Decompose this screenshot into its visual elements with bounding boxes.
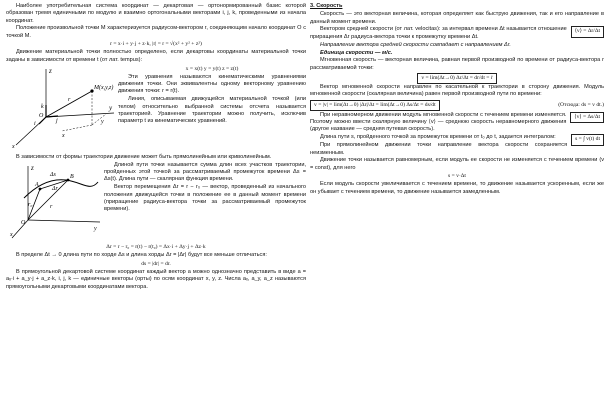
coordinate-text-block bbox=[118, 65, 306, 127]
formula-kinematic: x = x(t) y = y(t) z = z(t) bbox=[185, 65, 239, 72]
displacement-label: r bbox=[50, 203, 53, 210]
paragraph-velocity: Скорость — это векторная величина, которая определяет как быструю движения, так и его направление в данный момент времени. bbox=[310, 11, 604, 25]
coordinate-label: i bbox=[34, 120, 36, 127]
paragraph-unit: Единица скорости — м/с. bbox=[320, 49, 393, 56]
displacement-label: Δr bbox=[52, 185, 58, 192]
formula-speed-modulus: v = |v| = lim(Δt→0) |Δr|/Δt = lim(Δt→0) Δs/Δt = ds/dt bbox=[310, 100, 440, 111]
coordinate-label: k bbox=[41, 103, 44, 110]
coordinate-system-figure bbox=[6, 65, 118, 154]
paragraph-tangent: Вектор мгновенной скорости направлен по касательной к траектории в сторону движения. Модуль мгновенной скорости (скалярная величина) равен первой производной пути по времени: bbox=[310, 83, 604, 98]
section-title: 3. Скорость bbox=[310, 3, 343, 9]
coordinate-label: x bbox=[62, 132, 65, 139]
paragraph-displacement: Вектор перемещения Δr = r − r₀ — вектор, проведенный из начального положения движущейся точки в положение ее в данный момент времени (приращение радиуса-вектора точки за рассматриваемый промежуток времени). bbox=[104, 184, 306, 213]
formula-uniform: s = v·Δt bbox=[448, 172, 466, 179]
displacement-label: A bbox=[35, 181, 39, 188]
formula-ds-note: (Отсюда: ds = v dt.) bbox=[558, 101, 604, 108]
coordinate-label: x bbox=[12, 143, 15, 150]
formula-integral: s = ∫ v(t) dt bbox=[571, 134, 604, 145]
formula-radius-vector: r = x·i + y·j + z·k, |r| = r = √(x² + y² + z²) bbox=[110, 41, 202, 48]
modulus-row bbox=[310, 100, 604, 111]
left-column bbox=[6, 3, 306, 291]
paragraph-direction: Направление вектора средней скорости совпадает с направлением Δr. bbox=[320, 41, 511, 48]
coordinate-label: y bbox=[101, 118, 104, 125]
coordinate-label: j bbox=[56, 117, 58, 124]
displacement-figure bbox=[6, 162, 104, 243]
figure-displacement-row bbox=[6, 162, 306, 243]
paragraph-cartesian: В прямоугольной декартовой системе координат каждый вектор a можно однозначно представить в виде a = aₓ·i + a_y·j + a_z·k, i, j, k — единичные векторы (орты) по осям координат x, y, z. Числа aₓ, a_y, a_z называются прямоугольными декартовыми координатами вектора. bbox=[6, 268, 306, 290]
paragraph-rectilinear: При прямолинейном движении точки направление вектора скорости сохраняется неизменным. bbox=[310, 142, 568, 156]
displacement-label: z bbox=[31, 163, 34, 172]
formula-displacement: Δr = r − r₀ = r(t) − r(t₀) = Δx·i + Δy·j + Δz·k bbox=[106, 244, 206, 251]
paragraph-motion-types: В зависимости от формы траектории движение может быть прямолинейным или криволинейным. bbox=[16, 153, 272, 160]
paragraph-average-velocity: Вектором средней скорости (от лат. velocitas): за интервал времени Δt называется отношение приращения Δr радиуса-вектора точки к промежутку времени Δt. bbox=[310, 26, 567, 40]
formula-instant-velocity: v = lim(Δt→0) Δr/Δt = dr/dt = ṙ bbox=[417, 73, 496, 84]
coordinate-label: y bbox=[109, 103, 113, 112]
coordinate-label: M(x,y,z) bbox=[94, 84, 114, 91]
displacement-label: r₀ bbox=[28, 201, 33, 208]
paragraph-kinematic-equations: Эти уравнения называются кинематическими уравнениями движения точки. Они эквивалентны одному векторному уравнению движения точки: r = r(t). bbox=[118, 73, 306, 95]
formula-ds: ds = |dr| = dr. bbox=[141, 260, 171, 267]
paragraph-path-length: Длиной пути точки называется сумма длин всех участков траектории, пройденных этой точкой за рассматриваемый промежуток времени Δs = Δs(t). Длина пути — скалярная функция времени. bbox=[104, 161, 306, 183]
paragraph-instant-velocity: Мгновенная скорость — векторная величина, равная первой производной по времени от радиуса-вектора r рассматриваемой точки: bbox=[310, 57, 604, 71]
displacement-label: y bbox=[94, 225, 97, 232]
coordinate-label: O bbox=[39, 112, 44, 119]
paragraph-uniform: Движение точки называется равномерным, если модуль ее скорости не изменяется с течением времени (v = const), для него bbox=[310, 157, 604, 171]
figure-coordinates-row bbox=[6, 65, 306, 154]
paragraph-trajectory: Линия, описываемая движущейся материальной точкой (или телом) относительно выбранной системы отсчета называется траекторией. Уравнение траектории можно получить, исключив параметр t из кинематических уравнений. bbox=[118, 96, 306, 125]
paragraph-intro: Наиболее употребительная система координат — декартовая — ортонормированный базис которой образован тремя единичными по модулю и взаимно ортогональными векторами i, j, k, проведенными из начала координат. bbox=[6, 3, 306, 24]
paragraph-nonuniform: При неравномерном движении модуль мгновенной скорости с течением времени изменяется. Поэтому можно ввести скалярную величину ⟨v⟩ — среднюю скорость неравномерного движения (другое название — средняя путевая скорость). bbox=[310, 111, 567, 133]
paragraph-radius-vector: Положение произвольной точки M характеризуется радиусом-вектором r, соединяющим начало координат O с точкой M. bbox=[6, 25, 306, 39]
displacement-label: B bbox=[70, 173, 74, 180]
displacement-label: x bbox=[10, 231, 13, 238]
paragraph-limit: В пределе Δt → 0 длина пути по хорде Δs и длина хорды Δr = |Δr| будут все меньше отличаться: bbox=[16, 252, 267, 259]
paragraph-path-integral: Длина пути s, пройденного точкой за промежуток времени от t₀ до t, задается интегралом: bbox=[320, 134, 556, 141]
displacement-label: O bbox=[21, 219, 26, 226]
paragraph-motion: Движение материальной точки полностью определено, если декартовы координаты материальной точки заданы в зависимости от времени t (от лат. tempus): bbox=[6, 49, 306, 63]
path-text-block bbox=[104, 162, 306, 214]
paragraph-accelerated: Если модуль скорости увеличивается с течением времени, то движение называется ускоренным, если же он убывает с течением времени, то движение называется замедленным. bbox=[310, 181, 604, 195]
right-column bbox=[310, 3, 604, 196]
coordinate-label: z bbox=[49, 66, 52, 75]
formula-path-average: ⟨v⟩ = Δs/Δt bbox=[570, 112, 604, 123]
displacement-label: Δs bbox=[50, 171, 56, 178]
formula-average-velocity: ⟨v⟩ = Δr/Δt bbox=[571, 26, 604, 37]
coordinate-label: r bbox=[68, 96, 71, 103]
